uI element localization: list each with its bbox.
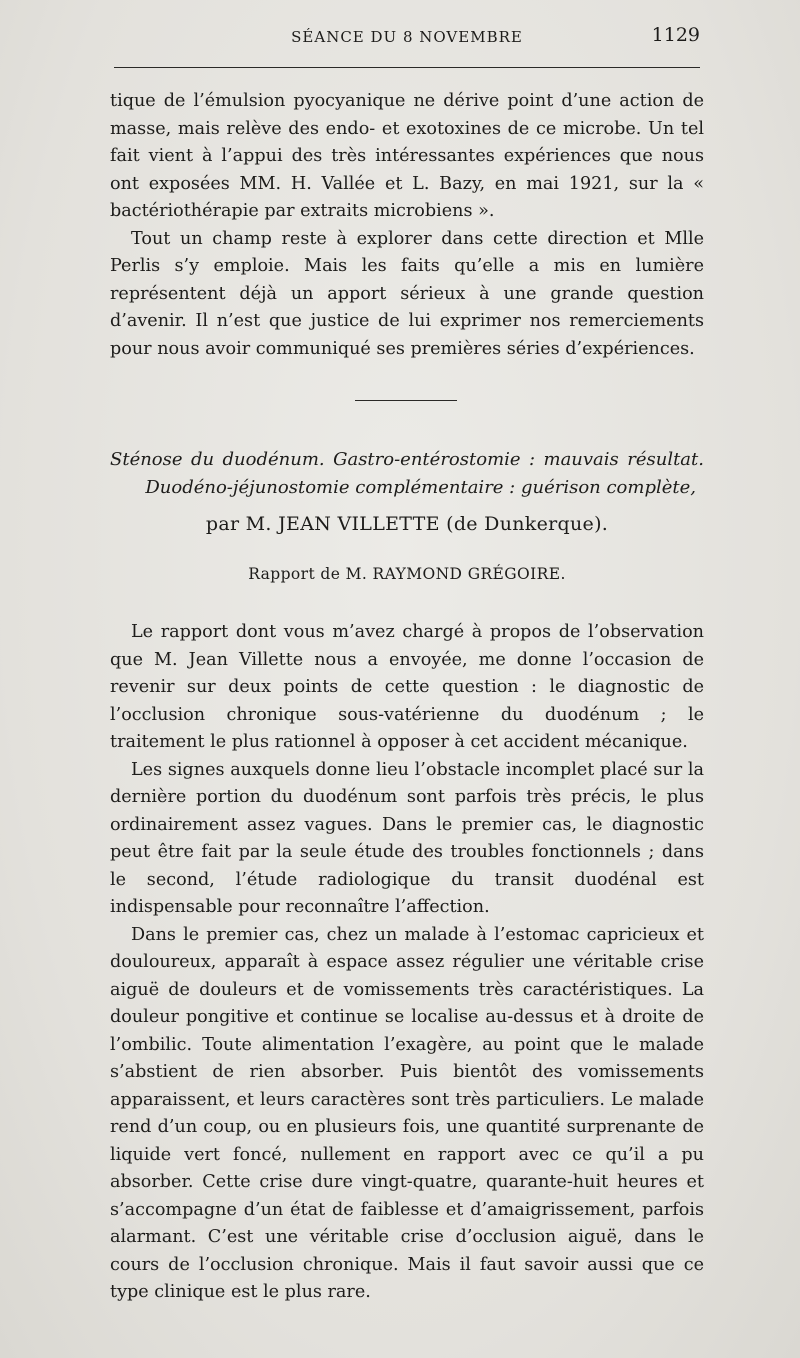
header-rule bbox=[114, 67, 700, 68]
intro-paragraph: Tout un champ reste à explorer dans cette direction et Mlle Perlis s’y emploie. Mais les faits qu’elle a mis en lumière représentent déjà un apport sérieux à une grande question d’avenir. Il n’est que justice de lui exprimer nos remerciements pour nous avoir communiqué ses premières séries d’expériences. bbox=[110, 228, 704, 359]
article-author: par M. JEAN VILLETTE (de Dunkerque). bbox=[205, 513, 609, 535]
report-paragraph: Dans le premier cas, chez un malade à l’estomac capricieux et douloureux, apparaît à espace assez régulier une véritable crise aiguë de douleurs et de vomissements très caractéristiques. La douleur pongitive et continue se localise au-dessus et à droite de l’ombilic. Toute alimentation l’exagère, au point que le malade s’abstient de rien absorber. Puis bientôt des vomissements apparaissent, et leurs caractères sont très particuliers. Le malade rend d’un coup, ou en plusieurs fois, une quantité surprenante de liquide vert foncé, nullement en rapport avec ce qu’il a pu absorber. Cette crise dure vingt-quatre, quarante-huit heures et s’accompagne d’un état de faiblesse et d’amaigrissement, parfois alarmant. C’est une véritable crise d’occlusion aiguë, dans le cours de l’occlusion chronique. Mais il faut savoir aussi que ce type clinique est le plus rare. bbox=[110, 924, 704, 1302]
page-header bbox=[110, 24, 704, 52]
article-title-line: Duodéno-jéjunostomie complémentaire : guérison complète, bbox=[145, 477, 696, 498]
section-separator bbox=[355, 400, 457, 401]
report-paragraph: Les signes auxquels donne lieu l’obstacle incomplet placé sur la dernière portion du duodénum sont parfois très précis, le plus ordinairement assez vagues. Dans le premier cas, le diagnostic peut être fait par la seule étude des troubles fonctionnels ; dans le second, l’étude radiologique du transit duodénal est indispensable pour reconnaître l’affection. bbox=[110, 759, 704, 917]
running-title: SÉANCE DU 8 NOVEMBRE bbox=[291, 28, 523, 46]
report-paragraph: Le rapport dont vous m’avez chargé à propos de l’observation que M. Jean Villette nous a envoyée, me donne l’occasion de revenir sur deux points de cette question : le diagnostic de l’occlusion chronique sous-vatérienne du duodénum ; le traitement le plus rationnel à opposer à cet accident mécanique. bbox=[110, 622, 704, 752]
intro-paragraph: tique de l’émulsion pyocyanique ne dérive point d’une action de masse, mais relève des endo- et exotoxines de ce microbe. Un tel fait vient à l’appui des très intéressantes expériences que nous ont exposées MM. H. Vallée et L. Bazy, en mai 1921, sur la « bactériothérapie par extraits microbiens ». bbox=[110, 91, 704, 221]
article-title bbox=[110, 446, 704, 502]
intro-section bbox=[110, 88, 704, 363]
report-section bbox=[110, 619, 704, 1307]
article-title-line: Sténose du duodénum. Gastro-entérostomie : mauvais résultat. bbox=[110, 449, 704, 470]
page-number: 1129 bbox=[651, 24, 700, 46]
report-attribution: Rapport de M. RAYMOND GRÉGOIRE. bbox=[248, 565, 566, 583]
